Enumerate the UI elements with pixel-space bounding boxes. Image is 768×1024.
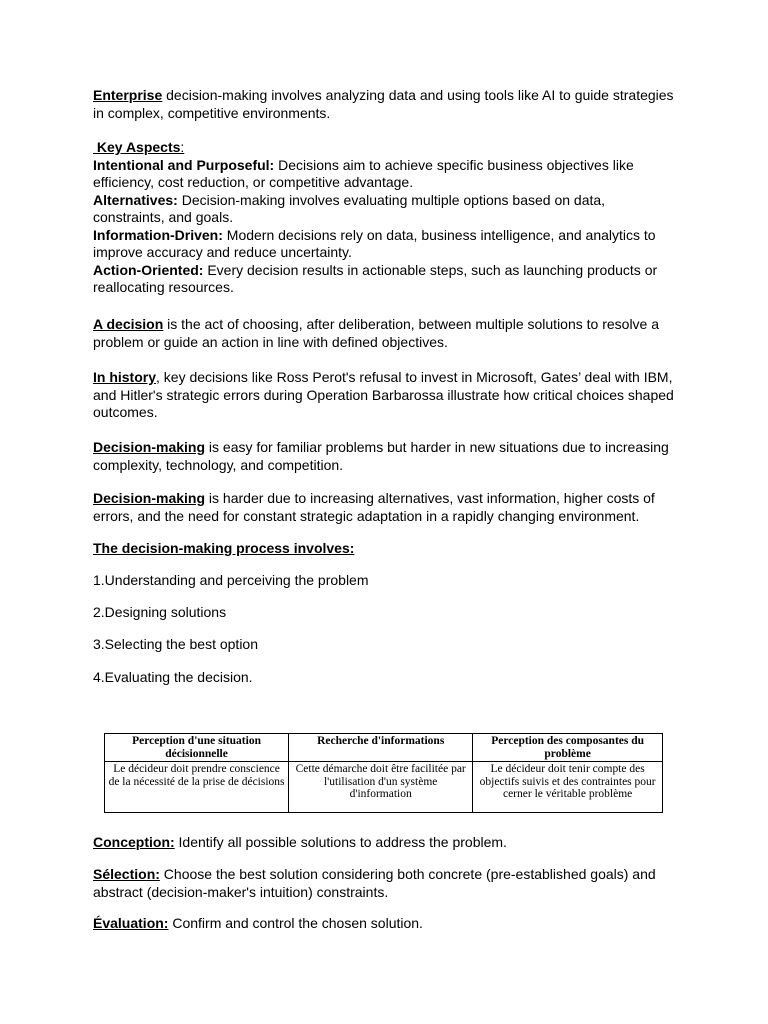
process-heading: The decision-making process involves: [93, 540, 355, 556]
evaluation-label: Évaluation: [93, 915, 169, 931]
selection-label: Sélection: [93, 866, 160, 882]
key-aspects-heading [93, 139, 678, 157]
selection-text: Choose the best solution considering both concrete (pre-established goals) and abstract (decision-maker's intuition) constraints. [93, 866, 656, 900]
enterprise-text: decision-making involves analyzing data and using tools like AI to guide strategies in complex, competitive environments. [93, 87, 674, 121]
aspect-item [93, 157, 678, 192]
decision-making-label: Decision-making [93, 490, 206, 506]
decision-making-label: Decision-making [93, 439, 206, 455]
aspect-label: Information-Driven: [93, 226, 223, 243]
aspect-item [93, 192, 678, 227]
table-header-cell: Perception des composantes du problème [473, 734, 663, 762]
aspect-item [93, 227, 678, 262]
key-aspects-section [93, 139, 678, 297]
a-decision-label: A decision [93, 316, 164, 332]
decision-making-text: is harder due to increasing alternatives, vast information, higher costs of errors, and the need for constant strategic adaptation in a rapidly changing environment. [93, 490, 655, 524]
table-header-row [105, 734, 663, 762]
evaluation-text: Confirm and control the chosen solution. [168, 915, 423, 931]
selection-paragraph [93, 866, 678, 901]
conception-paragraph [93, 834, 678, 852]
in-history-label: In history [93, 369, 157, 385]
decision-making-paragraph-2 [93, 490, 678, 525]
aspect-item [93, 262, 678, 297]
table-cell: Le décideur doit tenir compte des objectifs suivis et des contraintes pour cerner le véritable problème [473, 762, 663, 813]
evaluation-paragraph [93, 915, 678, 933]
key-aspects-heading-text: Key Aspects [93, 139, 181, 155]
decision-making-text: is easy for familiar problems but harder in new situations due to increasing complexity, technology, and competition. [93, 439, 669, 473]
key-aspects-colon: : [180, 139, 185, 155]
table-header-cell: Perception d'une situation décisionnelle [105, 734, 289, 762]
table-cell: Le décideur doit prendre conscience de la nécessité de la prise de décisions [105, 762, 289, 813]
process-step: 1.Understanding and perceiving the problem [93, 572, 369, 588]
table-cell: Cette démarche doit être facilitée par l'utilisation d'un système d'information [289, 762, 473, 813]
aspect-label: Intentional and Purposeful: [93, 156, 275, 173]
process-step: 4.Evaluating the decision. [93, 669, 253, 685]
enterprise-paragraph [93, 87, 678, 122]
aspect-text: Every decision results in actionable steps, such as launching products or reallocating resources. [93, 261, 658, 295]
in-history-paragraph [93, 369, 678, 422]
table-row [105, 762, 663, 813]
aspect-label: Action-Oriented: [93, 261, 204, 278]
conception-label: Conception: [93, 834, 175, 850]
process-step: 3.Selecting the best option [93, 636, 259, 652]
decision-process-table [104, 733, 663, 813]
a-decision-text: is the act of choosing, after deliberation, between multiple solutions to resolve a problem or guide an action in line with defined objectives. [93, 316, 660, 350]
aspect-text: Decision-making involves evaluating multiple options based on data, constraints, and goals. [93, 191, 606, 225]
process-step: 2.Designing solutions [93, 604, 227, 620]
in-history-text: , key decisions like Ross Perot's refusal to invest in Microsoft, Gates’ deal with IBM, and Hitler's strategic errors during Operation Barbarossa illustrate how critical choices shaped outcomes. [93, 369, 674, 420]
aspect-text: Modern decisions rely on data, business intelligence, and analytics to improve accuracy and reduce uncertainty. [93, 226, 656, 260]
conception-text: Identify all possible solutions to address the problem. [174, 834, 507, 850]
aspect-text: Decisions aim to achieve specific business objectives like efficiency, cost reduction, or competitive advantage. [93, 156, 634, 190]
enterprise-label: Enterprise [93, 87, 163, 103]
table-header-cell: Recherche d'informations [289, 734, 473, 762]
aspect-label: Alternatives: [93, 191, 178, 208]
a-decision-paragraph [93, 316, 678, 351]
decision-making-paragraph-1 [93, 439, 678, 474]
